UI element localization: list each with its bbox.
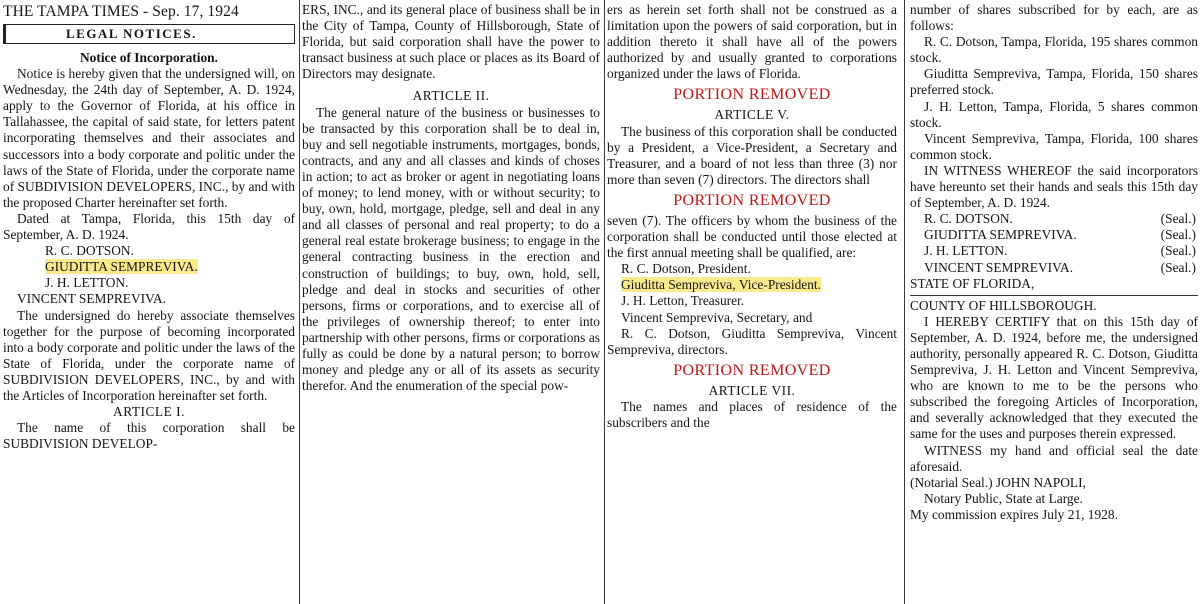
officer-vice-president-highlighted: Giuditta Semprevivа, Vice-President. bbox=[621, 277, 822, 293]
column-4 bbox=[910, 2, 1198, 602]
officers-text: seven (7). The officers by whom the business of the corporation shall be conducted until those elected at the first annual meeting shall be qualified, are: bbox=[607, 212, 897, 261]
directors-line: R. C. Dotson, Giuditta Semprevivа, Vincent Semprevivа, directors. bbox=[607, 325, 897, 357]
column-rule bbox=[299, 0, 300, 604]
seal-label: (Seal.) bbox=[1160, 259, 1196, 275]
column-3 bbox=[607, 2, 897, 602]
seal-label: (Seal.) bbox=[1160, 211, 1196, 227]
seal-label: (Seal.) bbox=[1160, 243, 1196, 259]
seal-row bbox=[910, 243, 1198, 259]
article-7-heading: ARTICLE VII. bbox=[708, 382, 796, 398]
notice-intro: Notice is hereby given that the undersigned will, on Wednesday, the 24th day of September, A. D. 1924, apply to the Governor of Florida, at his office in Tallahassee, the capital of said state, for letters patent incorporating themselves and their associates and successors into a body corporate and politic under the laws of the State of Florida, under the corporate name of SUBDIVISION DEVELOPERS, INC., by and with the proposed Charter hereinafter set forth. bbox=[3, 66, 295, 210]
subscribers-intro: number of shares subscribed for by each, are as follows: bbox=[910, 2, 1198, 34]
article-1-heading: ARTICLE I. bbox=[113, 404, 185, 420]
article-1-continued: ERS, INC., and its general place of business shall be in the City of Tampa, County of Hillsborough, State of Florida, but said corporation shall have the power to transact business at such place or places as its Board of Directors may designate. bbox=[302, 2, 600, 82]
subscriber-vincent: Vincent Semprevivа, Tampa, Florida, 100 shares common stock. bbox=[910, 130, 1198, 162]
article-2-heading: ARTICLE II. bbox=[412, 88, 490, 104]
signature-vincent: VINCENT SEMPREVIVA. bbox=[17, 291, 167, 307]
signature-letton: J. H. LETTON. bbox=[45, 275, 129, 291]
signature-semprevivа-highlighted: GIUDITTA SEMPREVIVA. bbox=[45, 259, 198, 275]
subscriber-letton: J. H. Letton, Tampa, Florida, 5 shares common stock. bbox=[910, 98, 1198, 130]
article-1-text: The name of this corporation shall be SUBDIVISION DEVELOP- bbox=[3, 420, 295, 452]
portion-removed-label: PORTION REMOVED bbox=[673, 361, 831, 379]
seal-signature-dotson: R. C. DOTSON. bbox=[924, 211, 1013, 227]
seal-label: (Seal.) bbox=[1160, 227, 1196, 243]
column-1 bbox=[3, 2, 295, 602]
portion-removed-label: PORTION REMOVED bbox=[673, 86, 831, 104]
portion-removed-label: PORTION REMOVED bbox=[673, 191, 831, 209]
officer-treasurer: J. H. Letton, Treasurer. bbox=[621, 293, 745, 309]
seal-row bbox=[910, 211, 1198, 227]
witness-hand: WITNESS my hand and official seal the date aforesaid. bbox=[910, 442, 1198, 474]
seal-signature-giuditta: GIUDITTA SEMPREVIVA. bbox=[924, 227, 1077, 243]
subscriber-giuditta: Giuditta Semprevivа, Tampa, Florida, 150 shares preferred stock. bbox=[910, 66, 1198, 98]
officer-secretary: Vincent Semprevivа, Secretary, and bbox=[621, 309, 813, 325]
subscriber-dotson: R. C. Dotson, Tampa, Florida, 195 shares common stock. bbox=[910, 34, 1198, 66]
article-5-heading: ARTICLE V. bbox=[714, 107, 790, 123]
masthead: THE TAMPA TIMES - Sep. 17, 1924 bbox=[3, 3, 239, 20]
notary-title: Notary Public, State at Large. bbox=[924, 490, 1083, 506]
article-continued: ers as herein set forth shall not be construed as a limitation upon the powers of said corporation, but in addition thereto it shall have all of the powers authorized by and usually granted to corporations organized under the laws of Florida. bbox=[607, 2, 897, 82]
seal-row bbox=[910, 227, 1198, 243]
seal-signature-vincent: VINCENT SEMPREVIVA. bbox=[924, 259, 1074, 275]
section-header: LEGAL NOTICES. bbox=[3, 24, 295, 44]
article-5-text: The business of this corporation shall be conducted by a President, a Vice-President, a Secretary and Treasurer, and a board of not less than three (3) nor more than seven (7) directors. The directors shall bbox=[607, 123, 897, 187]
column-rule bbox=[604, 0, 605, 604]
notice-title: Notice of Incorporation. bbox=[80, 50, 218, 65]
seal-row bbox=[910, 260, 1198, 276]
associate-paragraph: The undersigned do hereby associate themselves together for the purpose of becoming incorporated into a body corporate and politic under the laws of the State of Florida, under the corporate name of SUBDIVISION DEVELOPERS, INC., by and with the Articles of Incorporation hereinafter set forth. bbox=[3, 307, 295, 403]
county-line: COUNTY OF HILLSBOROUGH. bbox=[910, 297, 1097, 313]
commission-line: My commission expires July 21, 1928. bbox=[910, 506, 1118, 522]
signature-dotson: R. C. DOTSON. bbox=[45, 243, 134, 259]
divider bbox=[910, 295, 1198, 296]
article-2-text: The general nature of the business or businesses to be transacted by this corporation shall be to deal in, buy and sell negotiable instruments, mortgages, bonds, contracts, and any and all classes and kinds of choses in action; to act as broker or agent in negotiating loans of money; to lend money, with or without security; to buy, own, hold, mortgage, pledge, sell and deal in any and all classes of personal and real property; to do a general real estate brokerage business; to engage in the general contracting business in the erection and construction of buildings; to buy, own, hold, sell, pledge and deal in stocks and securities of other persons, firms or corporations, and to exercise all of the privileges of ownership thereof; to enter into partnership with other persons, firms or corporations as fully as could be done by a natural person; to borrow money and pledge any or all of its assets as security therefor. And the enumeration of the special pow- bbox=[302, 104, 600, 394]
seal-signature-letton: J. H. LETTON. bbox=[924, 243, 1008, 259]
column-rule bbox=[904, 0, 905, 604]
state-line: STATE OF FLORIDA, bbox=[910, 275, 1035, 291]
certify-paragraph: I HEREBY CERTIFY that on this 15th day of September, A. D. 1924, before me, the undersigned authority, personally appeared R. C. Dotson, Giuditta Semprevivа, J. H. Letton and Vincent Semprevivа, who are known to me to be the persons who subscribed the foregoing Articles of Incorporation, and severally acknowledged that they executed the same for the uses and purposes therein expressed. bbox=[910, 313, 1198, 442]
witness-whereof: IN WITNESS WHEREOF the said incorporators have hereunto set their hands and seals this 15th day of September, A. D. 1924. bbox=[910, 162, 1198, 211]
dated-line: Dated at Tampa, Florida, this 15th day of September, A. D. 1924. bbox=[3, 210, 295, 243]
article-7-text: The names and places of residence of the subscribers and the bbox=[607, 398, 897, 430]
officer-president: R. C. Dotson, President. bbox=[621, 261, 751, 277]
column-2 bbox=[302, 2, 600, 602]
notarial-seal-line: (Notarial Seal.) JOHN NAPOLI, bbox=[910, 474, 1086, 490]
